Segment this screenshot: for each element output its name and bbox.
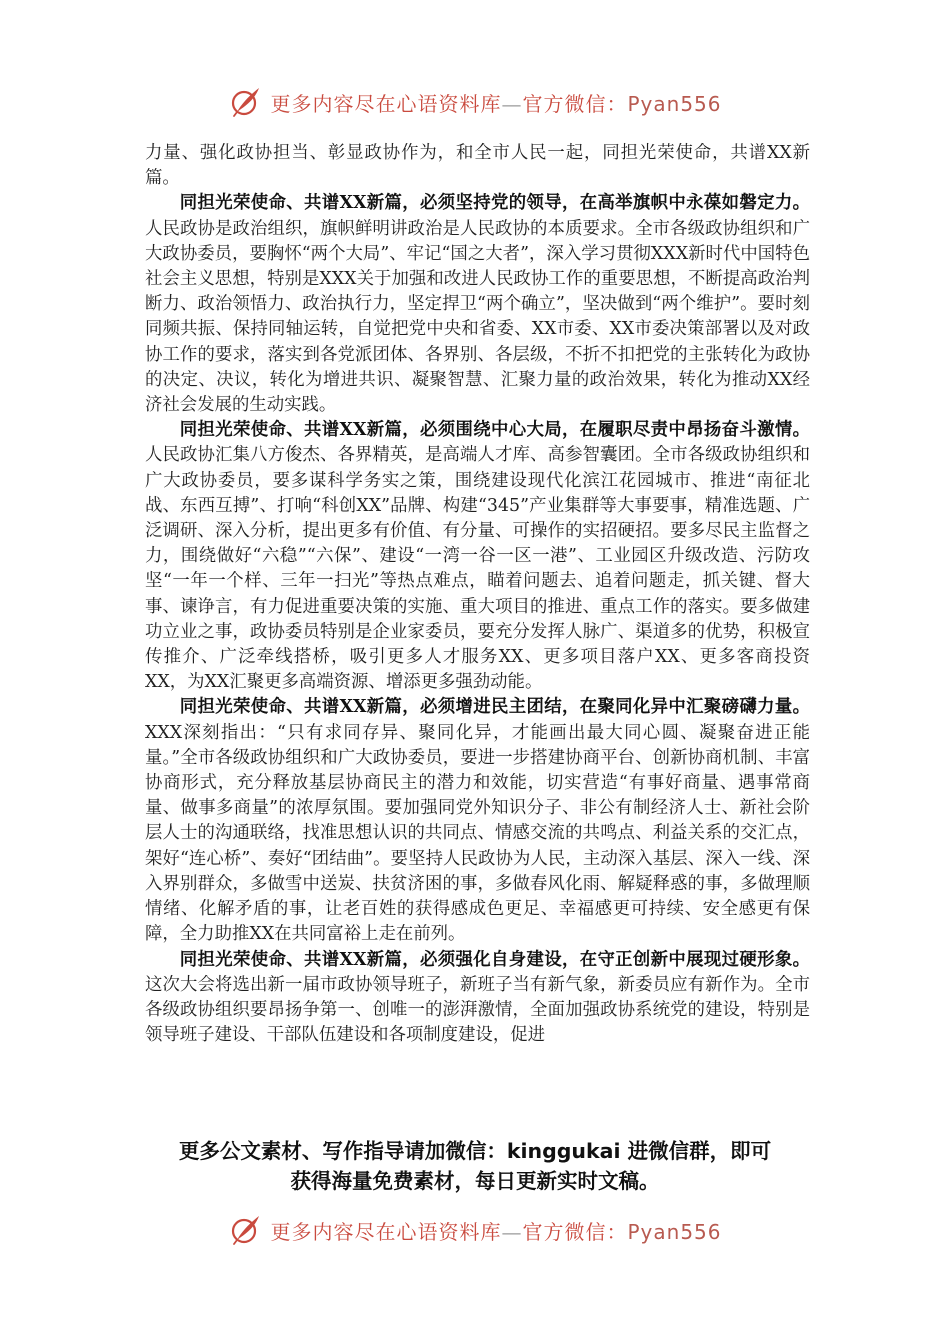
header-banner-wechat-label: 官方微信： — [522, 91, 628, 116]
paragraph — [145, 418, 810, 695]
paragraph-text: 人民政协是政治组织，旗帜鲜明讲政治是人民政协的本质要求。全市各级政协组织和广大政协委员，要胸怀“两个大局”、牢记“国之大者”，深入学习贯彻XXX新时代中国特色社会主义思想，特别是XXX关于加强和改进人民政协工作的重要思想，不断提高政治判断力、政治领悟力、政治执行力，坚定捍卫“两个确立”，坚决做到“两个维护”。要时刻同频共振、保持同轴运转，自觉把党中央和省委、XX市委、XX市委决策部署以及对政协工作的要求，落实到各党派团体、各界别、各层级，不折不扣把党的主张转化为政协的决定、决议，转化为增进共识、凝聚智慧、汇聚力量的政治效果，转化为推动XX经济社会发展的生动实践。 — [145, 218, 810, 416]
paragraph-text: 力量、强化政协担当、彰显政协作为，和全市人民一起，同担光荣使命，共谱XX新篇。 — [145, 143, 810, 189]
paragraph-text: 人民政协汇集八方俊杰、各界精英，是高端人才库、高参智囊团。全市各级政协组织和广大政协委员，要多谋科学务实之策，围绕建设现代化滨江花园城市、推进“南征北战、东西互搏”、打响“科创XX”品牌、构建“345”产业集群等大事要事，精准选题、广泛调研、深入分析，提出更多有价值、有分量、可操作的实招硬招。要多尽民主监督之力，围绕做好“六稳”“六保”、建设“一湾一谷一区一港”、工业园区升级改造、污防攻坚“一年一个样、三年一扫光”等热点难点，瞄着问题去、追着问题走，抓关键、督大事、谏诤言，有力促进重要决策的实施、重大项目的推进、重点工作的落实。要多做建功立业之事，政协委员特别是企业家委员，要充分发挥人脉广、渠道多的优势，积极宣传推介、广泛牵线搭桥，吸引更多人才服务XX、更多项目落户XX、更多客商投资XX，为XX汇聚更多高端资源、增添更多强劲动能。 — [145, 445, 810, 693]
paragraph-lead: 同担光荣使命、共谱XX新篇，必须坚持党的领导，在高举旗帜中永葆如磐定力。 — [179, 193, 810, 214]
footer-banner-main: 更多内容尽在心语资料库 — [270, 1219, 502, 1244]
header-banner-text — [270, 88, 721, 117]
footer-banner-wechat-id: Pyan556 — [627, 1219, 722, 1244]
footer-banner-text — [270, 1216, 721, 1245]
paragraph — [145, 948, 810, 1049]
promo-line-1: 更多公文素材、写作指导请加微信：kinggukai 进微信群，即可 — [178, 1139, 772, 1163]
paragraph-continued — [145, 141, 810, 191]
paragraph-text: XXX深刻指出：“只有求同存异、聚同化异，才能画出最大同心圆、凝聚奋进正能量。”全市各级政协组织和广大政协委员，要进一步搭建协商平台、创新协商机制、丰富协商形式，充分释放基层协商民主的潜力和效能，切实营造“有事好商量、遇事常商量、做事多商量”的浓厚氛围。要加强同党外知识分子、非公有制经济人士、新社会阶层人士的沟通联络，找准思想认识的共同点、情感交流的共鸣点、利益关系的交汇点，架好“连心桥”、奏好“团结曲”。要坚持人民政协为人民，主动深入基层、深入一线、深入界别群众，多做雪中送炭、扶贫济困的事，多做春风化雨、解疑释惑的事，多做理顺情绪、化解矛盾的事，让老百姓的获得感成色更足、幸福感更可持续、安全感更有保障，全力助推XX在共同富裕上走在前列。 — [145, 722, 810, 945]
footer-banner-wechat-label: 官方微信： — [522, 1219, 628, 1244]
header-banner-main: 更多内容尽在心语资料库 — [270, 91, 502, 116]
quill-logo-icon — [228, 85, 262, 119]
footer-banner[interactable] — [0, 1210, 950, 1250]
article-body — [145, 141, 810, 1048]
quill-logo-icon — [228, 1213, 262, 1247]
promo-notice — [130, 1136, 820, 1196]
footer-banner-separator: — — [501, 1219, 523, 1244]
paragraph — [145, 191, 810, 418]
promo-line-2: 获得海量免费素材，每日更新实时文稿。 — [290, 1169, 660, 1193]
paragraph-lead: 同担光荣使命、共谱XX新篇，必须强化自身建设，在守正创新中展现过硬形象。 — [179, 949, 810, 970]
header-banner-separator: — — [501, 91, 523, 116]
paragraph-text: 这次大会将选出新一届市政协领导班子，新班子当有新气象，新委员应有新作为。全市各级政协组织要昂扬争第一、创唯一的澎湃激情，全面加强政协系统党的建设，特别是领导班子建设、干部队伍建设和各项制度建设，促进 — [145, 974, 810, 1046]
paragraph-lead: 同担光荣使命、共谱XX新篇，必须围绕中心大局，在履职尽责中昂扬奋斗激情。 — [179, 420, 810, 441]
paragraph — [145, 695, 810, 947]
header-banner-wechat-id: Pyan556 — [627, 91, 722, 116]
paragraph-lead: 同担光荣使命、共谱XX新篇，必须增进民主团结，在聚同化异中汇聚磅礴力量。 — [179, 697, 810, 718]
header-banner[interactable] — [0, 82, 950, 122]
